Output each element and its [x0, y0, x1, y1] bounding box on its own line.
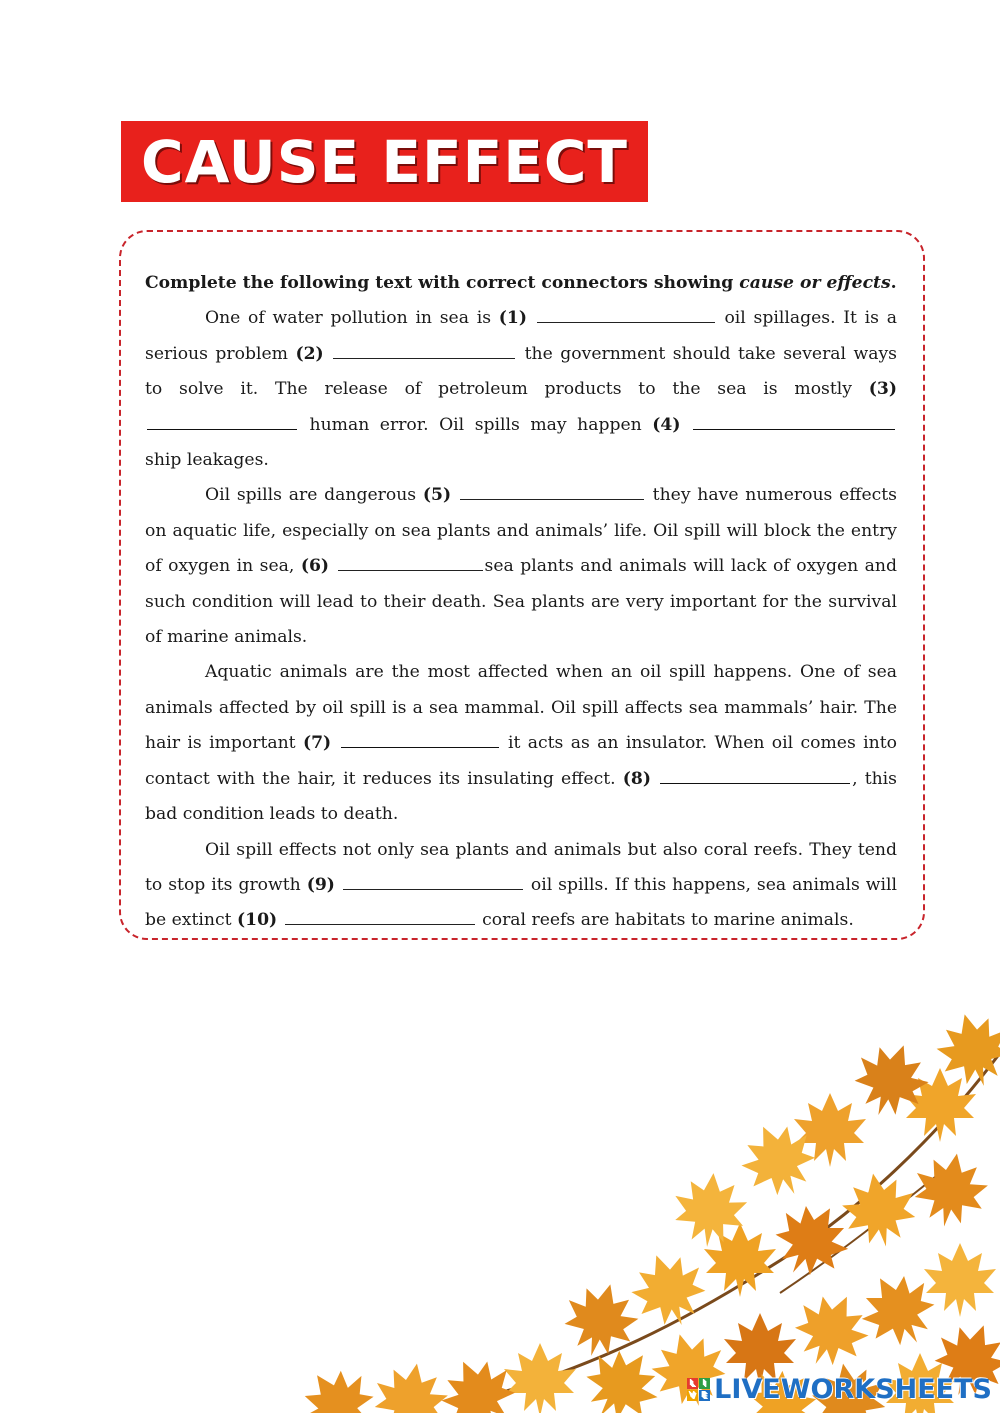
- brand-name: LIVEWORKSHEETS: [714, 1374, 992, 1405]
- paragraph-3: Aquatic animals are the most affected when an oil spill happens. One of sea animals affected by oil spill is a sea mammal. Oil spill affects sea mammals’ hair. The hair is important (7) it acts as an insulator. When oil comes into contact with the hair, it reduces its insulating effect. (8) , this bad condition leads to death.: [145, 662, 897, 825]
- liveworksheets-logo-icon: L I V E: [687, 1378, 710, 1401]
- answer-blank-3[interactable]: [147, 428, 297, 430]
- answer-blank-5[interactable]: [460, 498, 644, 500]
- blank-number: (2): [295, 343, 324, 364]
- blank-number: (4): [652, 414, 681, 435]
- blank-number: (8): [622, 768, 651, 789]
- answer-blank-1[interactable]: [537, 321, 715, 323]
- answer-blank-4[interactable]: [693, 428, 895, 430]
- title-banner: [121, 121, 648, 202]
- blank-number: (3): [868, 379, 897, 400]
- paragraph-4: Oil spill effects not only sea plants and animals but also coral reefs. They tend to stop its growth (9) oil spills. If this happens, sea animals will be extinct (10) coral reefs are habitats to marine animals.: [145, 839, 897, 931]
- answer-blank-8[interactable]: [660, 782, 850, 784]
- answer-blank-7[interactable]: [341, 746, 499, 748]
- blank-number: (7): [302, 733, 332, 754]
- paragraph-2: Oil spills are dangerous (5) they have numerous effects on aquatic life, especially on sea plants and animals’ life. Oil spill will block the entry of oxygen in sea, (6) sea plants and animals will lack of oxygen and such condition will lead to their death. Sea plants are very important for the survival of marine animals.: [145, 485, 898, 648]
- exercise-content: [145, 266, 897, 939]
- liveworksheets-brand: [687, 1374, 992, 1405]
- answer-blank-2[interactable]: [333, 357, 515, 359]
- blank-number: (10): [236, 910, 278, 931]
- instruction: Complete the following text with correct connectors showing cause or effects.: [145, 273, 897, 293]
- maple-leaves-icon: [288, 1013, 1000, 1413]
- answer-blank-10[interactable]: [285, 923, 475, 925]
- paragraph-1: One of water pollution in sea is (1) oil spillages. It is a serious problem (2) the government should take several ways to solve it. The release of petroleum products to the sea is mostly (3) human error. Oil spills may happen (4) ship leakages.: [145, 308, 898, 471]
- page-title: CAUSE EFFECT: [141, 127, 628, 196]
- blank-number: (9): [306, 874, 335, 895]
- autumn-leaves-decoration: [240, 1013, 1000, 1413]
- answer-blank-9[interactable]: [343, 888, 523, 890]
- answer-blank-6[interactable]: [338, 569, 483, 571]
- blank-number: (5): [422, 485, 452, 506]
- blank-number: (1): [498, 308, 527, 329]
- blank-number: (6): [300, 556, 330, 577]
